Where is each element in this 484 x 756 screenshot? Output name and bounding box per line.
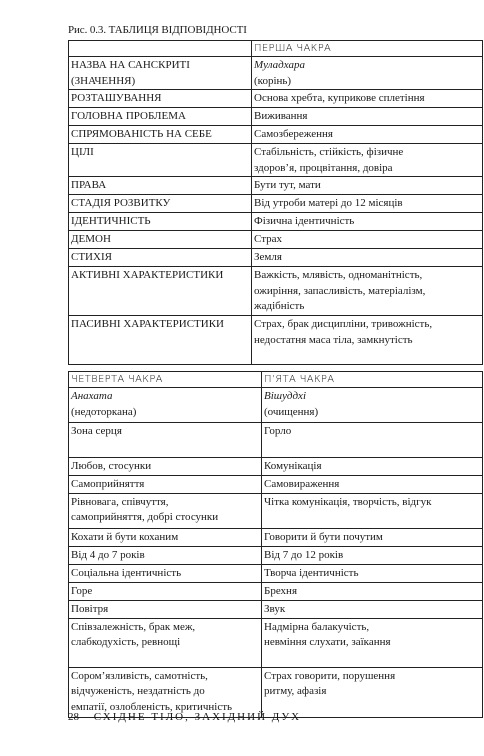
cell-line: Самовираження	[264, 477, 340, 490]
attribute-value-cell	[252, 177, 483, 195]
attribute-value-cell	[252, 249, 483, 267]
cell-line: ПАСИВНІ ХАРАКТЕРИСТИКИ	[71, 318, 224, 330]
fifth-chakra-cell	[262, 493, 483, 528]
cell-line: Від 4 до 7 років	[71, 548, 145, 561]
cell-line: ожиріння, запасливість, матеріалізм,	[254, 284, 426, 297]
fourth-chakra-cell	[69, 618, 262, 667]
table-row	[69, 195, 483, 213]
cell-line: ГОЛОВНА ПРОБЛЕМА	[71, 110, 186, 122]
cell-line: недостатня маса тіла, замкнутість	[254, 333, 413, 346]
attribute-label-cell	[69, 57, 252, 90]
fourth-chakra-cell	[69, 546, 262, 564]
cell-line: Творча ідентичність	[264, 566, 359, 579]
cell-line: ДЕМОН	[71, 233, 111, 245]
cell-line: Горло	[264, 425, 292, 437]
cell-line: Зона серця	[71, 425, 122, 437]
cell-line: Чітка комунікація, творчість, відгук	[264, 495, 432, 508]
attribute-label-cell	[69, 108, 252, 126]
table-row	[69, 667, 483, 717]
attribute-label-cell	[69, 144, 252, 177]
cell-line: ЦІЛІ	[71, 146, 94, 158]
cell-line: Основа хребта, куприкове сплетіння	[254, 92, 425, 104]
cell-line: Сором’язливість, самотність,	[71, 669, 208, 682]
cell-line: слабкодухість, ревнощі	[71, 636, 181, 648]
attribute-value-cell	[252, 213, 483, 231]
fifth-chakra-cell	[262, 528, 483, 546]
attribute-label-cell	[69, 126, 252, 144]
fifth-chakra-cell	[262, 546, 483, 564]
cell-line: Брехня	[264, 584, 297, 597]
cell-line: жадібність	[254, 300, 305, 312]
cell-line: здоров’я, процвітання, довіра	[254, 161, 393, 174]
cell-line: (корінь)	[254, 74, 292, 87]
cell-line: ритму, афазія	[264, 685, 327, 697]
cell-line: (ЗНАЧЕННЯ)	[71, 74, 136, 87]
cell-line: Виживання	[254, 110, 308, 122]
cell-line: Стабільність, стійкість, фізичне	[254, 146, 404, 158]
table-row	[69, 564, 483, 582]
table-row	[69, 267, 483, 316]
table-row	[69, 213, 483, 231]
cell-line: Муладхара	[254, 59, 305, 71]
fourth-chakra-cell	[69, 388, 262, 423]
cell-line: Самозбереження	[254, 128, 333, 140]
fourth-chakra-cell	[69, 582, 262, 600]
attribute-value-cell	[252, 90, 483, 108]
attribute-label-cell	[69, 267, 252, 316]
cell-line: емпатії, озлобленість, критичність	[71, 700, 233, 713]
fourth-chakra-header: ЧЕТВЕРТА ЧАКРА	[69, 372, 262, 388]
fifth-chakra-cell	[262, 600, 483, 618]
cell-line: Горе	[71, 584, 93, 597]
fifth-chakra-cell	[262, 475, 483, 493]
fifth-chakra-cell	[262, 618, 483, 667]
attribute-label-cell	[69, 316, 252, 365]
fifth-chakra-cell	[262, 423, 483, 458]
cell-line: Страх, брак дисципліни, тривожність,	[254, 318, 433, 330]
attribute-label-cell	[69, 213, 252, 231]
page-number: 28	[68, 711, 79, 723]
page-footer	[68, 711, 301, 723]
fourth-chakra-cell	[69, 528, 262, 546]
header-blank-cell	[69, 41, 252, 57]
cell-line: НАЗВА НА САНСКРИТІ	[71, 59, 190, 71]
cell-line: Бути тут, мати	[254, 179, 321, 191]
table-row	[69, 546, 483, 564]
table-row	[69, 231, 483, 249]
table-row	[69, 108, 483, 126]
table-row	[69, 600, 483, 618]
figure-caption: Рис. 0.3. ТАБЛИЦЯ ВІДПОВІДНОСТІ	[68, 24, 247, 36]
cell-line: ІДЕНТИЧНІСТЬ	[71, 215, 151, 227]
cell-line: Співзалежність, брак меж,	[71, 620, 196, 633]
cell-line: відчуженість, нездатність до	[71, 685, 205, 697]
table-row	[69, 90, 483, 108]
attribute-label-cell	[69, 90, 252, 108]
attribute-label-cell	[69, 195, 252, 213]
cell-line: СТИХІЯ	[71, 251, 112, 263]
cell-line: Вішуддхі	[264, 390, 306, 402]
fifth-chakra-header: П’ЯТА ЧАКРА	[262, 372, 483, 388]
cell-line: Самоприйняття	[71, 477, 145, 490]
table-row	[69, 493, 483, 528]
cell-line: СПРЯМОВАНІСТЬ НА СЕБЕ	[71, 128, 212, 140]
table-row	[69, 126, 483, 144]
table-row	[69, 177, 483, 195]
cell-line: АКТИВНІ ХАРАКТЕРИСТИКИ	[71, 269, 224, 281]
running-title: СХІДНЕ ТІЛО, ЗАХІДНИЙ ДУХ	[93, 711, 302, 723]
fourth-chakra-cell	[69, 667, 262, 717]
table-row	[69, 316, 483, 365]
cell-line: (недоторкана)	[71, 405, 137, 418]
cell-line: Звук	[264, 602, 286, 615]
cell-line: самоприйняття, добрі стосунки	[71, 511, 219, 523]
cell-line: Рівновага, співчуття,	[71, 495, 169, 508]
cell-line: Кохати й бути коханим	[71, 530, 179, 543]
cell-line: Страх	[254, 233, 283, 245]
fourth-chakra-cell	[69, 493, 262, 528]
table-row	[69, 249, 483, 267]
table-row	[69, 528, 483, 546]
attribute-value-cell	[252, 267, 483, 316]
table-row	[69, 144, 483, 177]
cell-line: Від 7 до 12 років	[264, 548, 344, 561]
cell-line: Страх говорити, порушення	[264, 669, 396, 682]
cell-line: Любов, стосунки	[71, 460, 152, 472]
cell-line: Надмірна балакучість,	[264, 620, 370, 633]
table-row	[69, 423, 483, 458]
attribute-value-cell	[252, 144, 483, 177]
fourth-chakra-cell	[69, 564, 262, 582]
fourth-chakra-cell	[69, 475, 262, 493]
table-header-row	[69, 41, 483, 57]
cell-line: Від утроби матері до 12 місяців	[254, 197, 403, 209]
attribute-value-cell	[252, 316, 483, 365]
table-row	[69, 388, 483, 423]
fourth-chakra-cell	[69, 458, 262, 476]
cell-line: ПРАВА	[71, 179, 107, 191]
cell-line: Соціальна ідентичність	[71, 566, 182, 579]
attribute-value-cell	[252, 231, 483, 249]
attribute-value-cell	[252, 57, 483, 90]
cell-line: Земля	[254, 251, 282, 263]
fifth-chakra-cell	[262, 667, 483, 717]
cell-line: Говорити й бути почутим	[264, 530, 383, 543]
cell-line: (очищення)	[264, 405, 319, 418]
attribute-label-cell	[69, 177, 252, 195]
cell-line: Повітря	[71, 602, 109, 615]
attribute-value-cell	[252, 126, 483, 144]
cell-line: невміння слухати, заїкання	[264, 636, 391, 648]
table-row	[69, 582, 483, 600]
table-row	[69, 57, 483, 90]
fifth-chakra-cell	[262, 564, 483, 582]
cell-line: Комунікація	[264, 460, 322, 472]
cell-line: СТАДІЯ РОЗВИТКУ	[71, 197, 171, 209]
fifth-chakra-cell	[262, 582, 483, 600]
fourth-chakra-cell	[69, 423, 262, 458]
attribute-label-cell	[69, 249, 252, 267]
attribute-label-cell	[69, 231, 252, 249]
fifth-chakra-cell	[262, 388, 483, 423]
attribute-value-cell	[252, 195, 483, 213]
fifth-chakra-cell	[262, 458, 483, 476]
fourth-chakra-cell	[69, 600, 262, 618]
cell-line: РОЗТАШУВАННЯ	[71, 92, 162, 104]
attribute-value-cell	[252, 108, 483, 126]
cell-line: Важкість, млявість, одноманітність,	[254, 269, 423, 281]
table-header-row	[69, 372, 483, 388]
table-row	[69, 475, 483, 493]
table-row	[69, 618, 483, 667]
table-row	[69, 458, 483, 476]
first-chakra-header: ПЕРША ЧАКРА	[252, 41, 483, 57]
cell-line: Анахата	[71, 390, 113, 402]
cell-line: Фізична ідентичність	[254, 215, 355, 227]
first-chakra-table	[68, 40, 483, 365]
fourth-fifth-chakra-table	[68, 371, 483, 718]
